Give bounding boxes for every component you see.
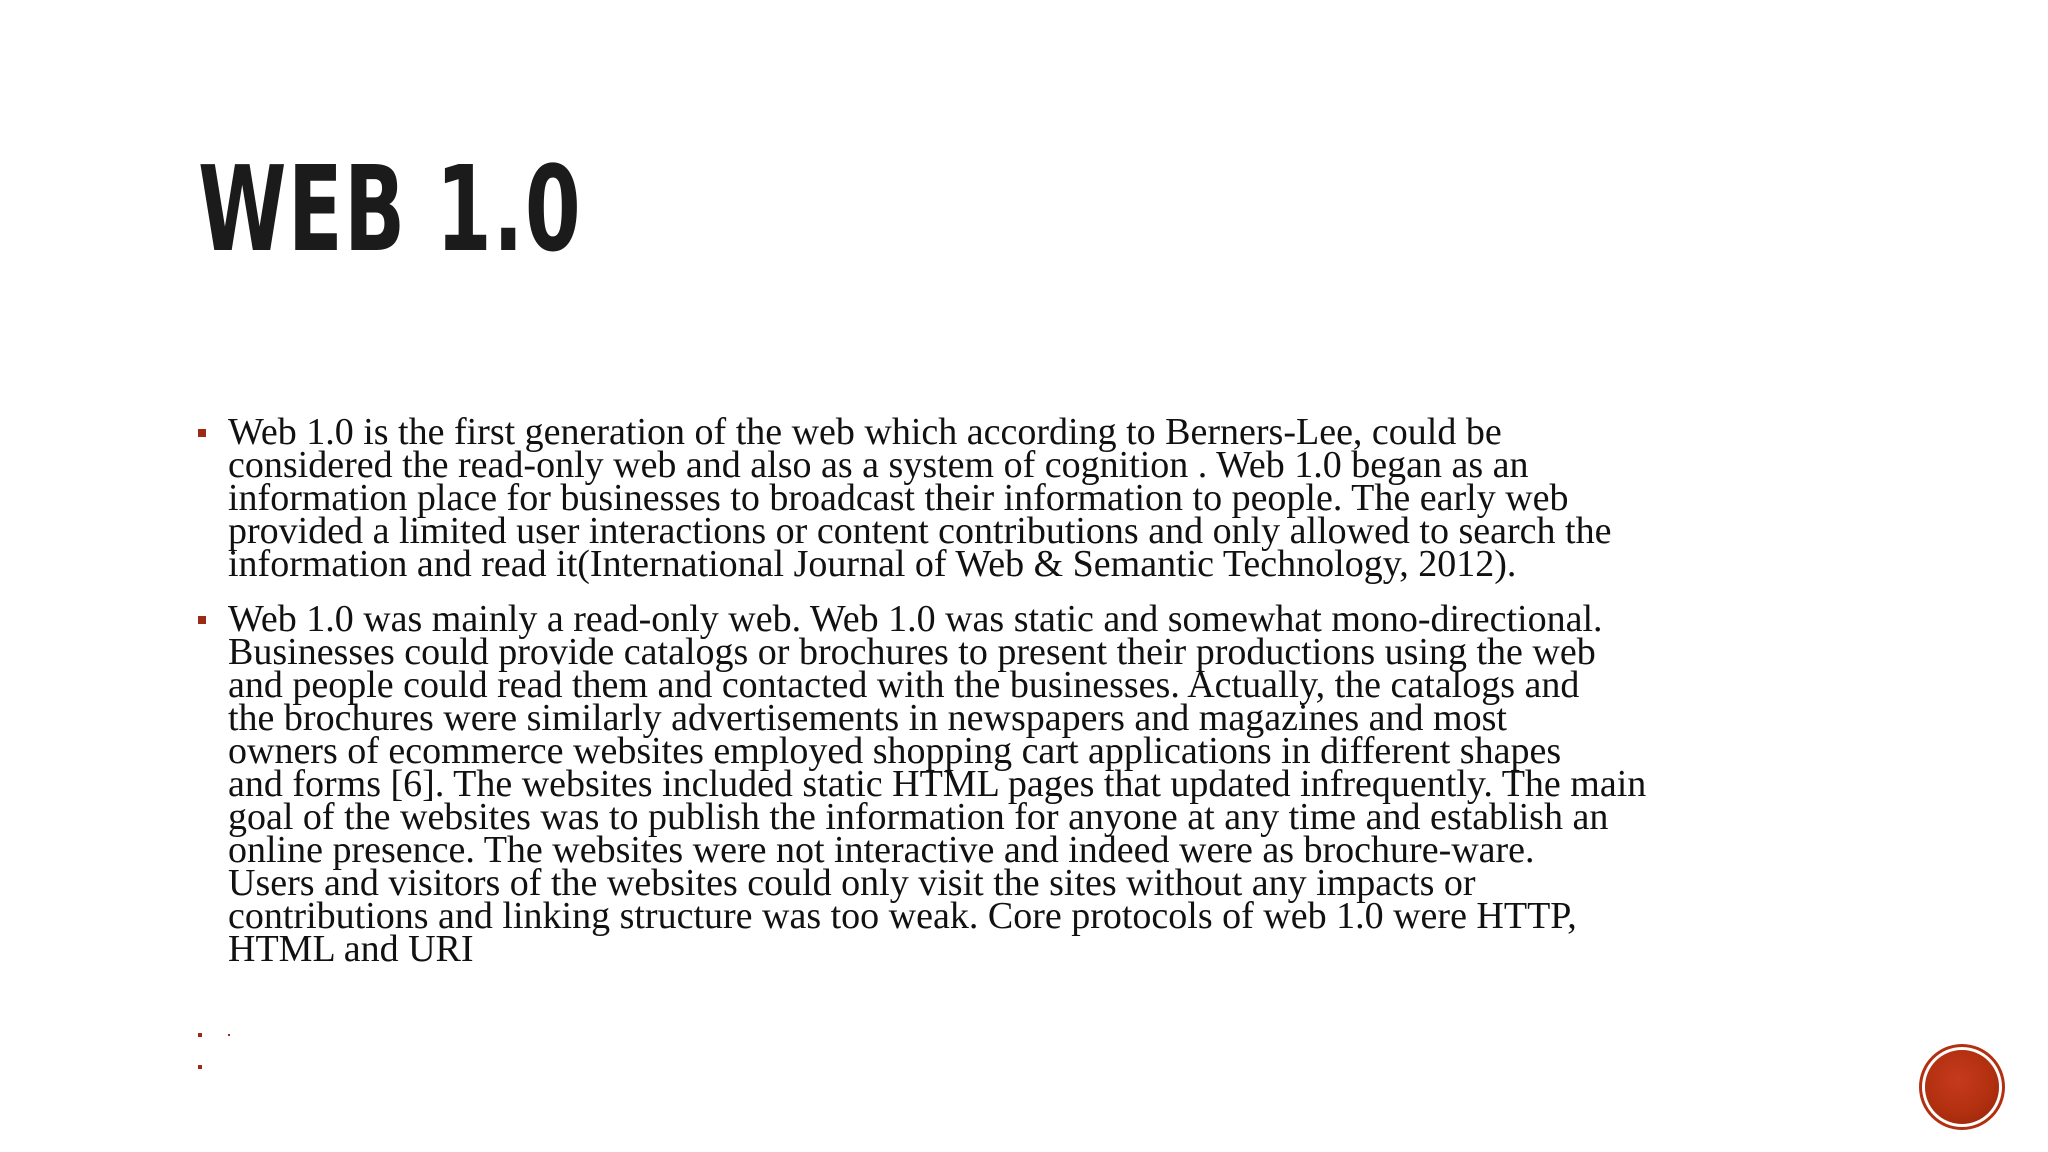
- bullet-line: provided a limited user interactions or content contributions and only allowed to search the: [228, 510, 1612, 552]
- circle-nav-button[interactable]: [1925, 1050, 1999, 1124]
- slide-body: [198, 411, 1878, 988]
- slide-title: WEB 1.0: [198, 140, 583, 278]
- square-bullet-icon: [198, 1065, 202, 1069]
- bullet-line: and people could read them and contacted with the businesses. Actually, the catalogs and: [228, 664, 1580, 706]
- bullet-line: Web 1.0 was mainly a read-only web. Web 1.0 was static and somewhat mono-directional.: [228, 598, 1603, 640]
- bullet-line: information place for businesses to broadcast their information to people. The early web: [228, 477, 1569, 519]
- bullet-line: online presence. The websites were not interactive and indeed were as brochure-ware.: [228, 829, 1535, 871]
- bullet-line: the brochures were similarly advertisements in newspapers and magazines and most: [228, 697, 1507, 739]
- square-bullet-icon: [198, 429, 206, 437]
- bullet-line: goal of the websites was to publish the information for anyone at any time and establish an: [228, 796, 1609, 838]
- bullet-line: Users and visitors of the websites could only visit the sites without any impacts or: [228, 862, 1476, 904]
- bullet-line: owners of ecommerce websites employed shopping cart applications in different shapes: [228, 730, 1562, 772]
- bullet-line: information and read it(International Journal of Web & Semantic Technology, 2012).: [228, 543, 1517, 585]
- dot-icon: [228, 1034, 230, 1036]
- bullet-item: [198, 598, 1878, 970]
- bullet-line: Businesses could provide catalogs or brochures to present their productions using the web: [228, 631, 1596, 673]
- bullet-item: [198, 411, 1878, 585]
- bullet-line: Web 1.0 is the first generation of the web which according to Berners-Lee, could be: [228, 411, 1502, 453]
- bullet-line: and forms [6]. The websites included static HTML pages that updated infrequently. The main: [228, 763, 1647, 805]
- square-bullet-icon: [198, 616, 206, 624]
- bullet-line: contributions and linking structure was too weak. Core protocols of web 1.0 were HTTP,: [228, 895, 1577, 937]
- bullet-line: HTML and URI: [228, 928, 474, 970]
- square-bullet-icon: [198, 1033, 202, 1037]
- bullet-line: considered the read-only web and also as a system of cognition . Web 1.0 began as an: [228, 444, 1529, 486]
